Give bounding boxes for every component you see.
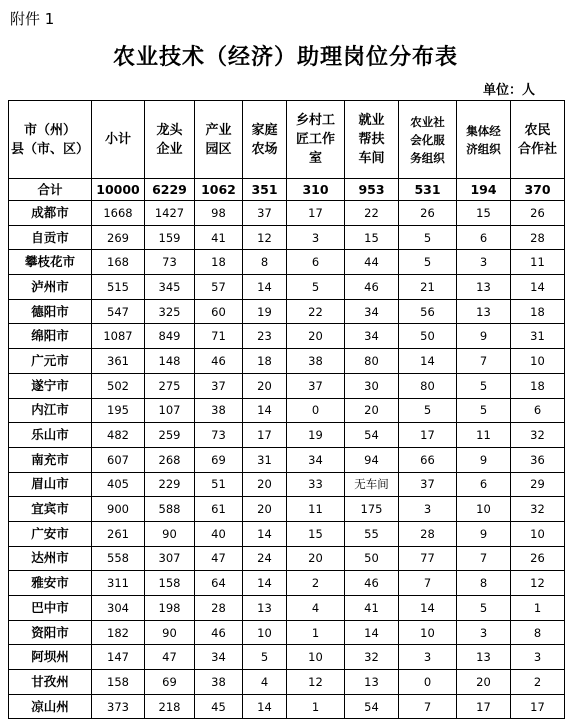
header-industrial-park: 产业 园区 <box>195 101 243 179</box>
table-cell: 46 <box>345 571 399 596</box>
table-cell: 5 <box>287 275 345 300</box>
header-family-farm: 家庭 农场 <box>243 101 287 179</box>
table-cell: 26 <box>399 201 457 226</box>
table-cell: 17 <box>511 694 565 719</box>
table-cell: 47 <box>145 645 195 670</box>
table-cell: 73 <box>145 250 195 275</box>
table-cell: 47 <box>195 546 243 571</box>
region-name: 资阳市 <box>9 620 92 645</box>
table-cell: 351 <box>243 179 287 201</box>
table-cell: 98 <box>195 201 243 226</box>
table-cell: 547 <box>92 299 145 324</box>
table-cell: 370 <box>511 179 565 201</box>
table-cell: 17 <box>457 694 511 719</box>
table-cell: 17 <box>243 423 287 448</box>
table-cell: 94 <box>345 447 399 472</box>
table-cell: 849 <box>145 324 195 349</box>
table-row <box>9 447 565 472</box>
table-cell: 38 <box>287 349 345 374</box>
table-cell: 13 <box>243 596 287 621</box>
table-cell: 31 <box>511 324 565 349</box>
table-cell: 18 <box>511 373 565 398</box>
header-craftsman-studio: 乡村工 匠工作 室 <box>287 101 345 179</box>
table-cell: 502 <box>92 373 145 398</box>
table-cell: 13 <box>457 645 511 670</box>
header-collective-economy: 集体经 济组织 <box>457 101 511 179</box>
table-cell: 175 <box>345 497 399 522</box>
table-cell: 45 <box>195 694 243 719</box>
table-cell: 66 <box>399 447 457 472</box>
table-cell: 56 <box>399 299 457 324</box>
table-cell: 46 <box>345 275 399 300</box>
table-cell: 90 <box>145 521 195 546</box>
region-name: 成都市 <box>9 201 92 226</box>
table-cell: 34 <box>195 645 243 670</box>
table-cell: 32 <box>511 497 565 522</box>
table-cell: 12 <box>511 571 565 596</box>
table-cell: 8 <box>511 620 565 645</box>
table-cell: 9 <box>457 447 511 472</box>
table-cell: 14 <box>243 571 287 596</box>
table-cell: 80 <box>399 373 457 398</box>
table-cell: 14 <box>243 521 287 546</box>
table-cell: 9 <box>457 324 511 349</box>
table-cell: 54 <box>345 694 399 719</box>
header-leading-enterprise: 龙头 企业 <box>145 101 195 179</box>
table-cell: 19 <box>287 423 345 448</box>
table-cell: 3 <box>287 225 345 250</box>
table-cell: 373 <box>92 694 145 719</box>
table-cell: 3 <box>399 645 457 670</box>
table-cell: 21 <box>399 275 457 300</box>
region-name: 雅安市 <box>9 571 92 596</box>
table-cell: 73 <box>195 423 243 448</box>
table-cell: 55 <box>345 521 399 546</box>
table-cell: 11 <box>511 250 565 275</box>
table-row <box>9 571 565 596</box>
table-cell: 10 <box>243 620 287 645</box>
table-cell: 18 <box>511 299 565 324</box>
distribution-table <box>8 100 565 719</box>
attachment-label: 附件 1 <box>10 10 55 28</box>
table-cell: 218 <box>145 694 195 719</box>
table-cell: 4 <box>287 596 345 621</box>
table-cell: 51 <box>195 472 243 497</box>
region-name: 内江市 <box>9 398 92 423</box>
table-cell: 46 <box>195 349 243 374</box>
table-cell: 11 <box>287 497 345 522</box>
header-subtotal: 小计 <box>92 101 145 179</box>
table-cell: 41 <box>345 596 399 621</box>
table-cell: 30 <box>345 373 399 398</box>
region-name: 乐山市 <box>9 423 92 448</box>
table-cell: 229 <box>145 472 195 497</box>
table-cell: 2 <box>511 670 565 695</box>
table-cell: 15 <box>345 225 399 250</box>
table-cell: 310 <box>287 179 345 201</box>
header-service-org: 农业社 会化服 务组织 <box>399 101 457 179</box>
table-cell: 269 <box>92 225 145 250</box>
region-name: 眉山市 <box>9 472 92 497</box>
table-cell: 275 <box>145 373 195 398</box>
header-cooperative: 农民 合作社 <box>511 101 565 179</box>
table-cell: 311 <box>92 571 145 596</box>
table-cell: 7 <box>457 349 511 374</box>
table-cell: 607 <box>92 447 145 472</box>
table-cell: 23 <box>243 324 287 349</box>
table-cell: 15 <box>457 201 511 226</box>
table-row <box>9 546 565 571</box>
table-cell: 11 <box>457 423 511 448</box>
header-region: 市（州） 县（市、区） <box>9 101 92 179</box>
table-cell: 307 <box>145 546 195 571</box>
table-cell: 24 <box>243 546 287 571</box>
table-cell: 64 <box>195 571 243 596</box>
table-cell: 32 <box>511 423 565 448</box>
table-cell: 259 <box>145 423 195 448</box>
table-row <box>9 521 565 546</box>
table-cell: 14 <box>399 349 457 374</box>
table-cell: 28 <box>399 521 457 546</box>
table-cell: 6229 <box>145 179 195 201</box>
table-cell: 1 <box>511 596 565 621</box>
table-cell: 28 <box>511 225 565 250</box>
table-cell: 37 <box>195 373 243 398</box>
table-cell: 40 <box>195 521 243 546</box>
table-cell: 6 <box>457 472 511 497</box>
table-row <box>9 225 565 250</box>
table-row <box>9 645 565 670</box>
table-cell: 1062 <box>195 179 243 201</box>
table-cell: 304 <box>92 596 145 621</box>
region-name: 巴中市 <box>9 596 92 621</box>
table-row <box>9 398 565 423</box>
table-cell: 13 <box>457 299 511 324</box>
table-cell: 17 <box>399 423 457 448</box>
table-cell: 80 <box>345 349 399 374</box>
table-cell: 28 <box>195 596 243 621</box>
table-cell: 61 <box>195 497 243 522</box>
table-cell: 3 <box>457 250 511 275</box>
table-cell: 515 <box>92 275 145 300</box>
table-cell: 22 <box>287 299 345 324</box>
table-cell: 3 <box>399 497 457 522</box>
table-cell: 8 <box>243 250 287 275</box>
table-cell: 90 <box>145 620 195 645</box>
table-row <box>9 275 565 300</box>
table-cell: 1087 <box>92 324 145 349</box>
table-cell: 37 <box>243 201 287 226</box>
region-name: 南充市 <box>9 447 92 472</box>
region-name: 广元市 <box>9 349 92 374</box>
table-row <box>9 250 565 275</box>
table-cell: 20 <box>243 497 287 522</box>
table-cell: 10 <box>399 620 457 645</box>
region-name: 宜宾市 <box>9 497 92 522</box>
region-name: 德阳市 <box>9 299 92 324</box>
table-cell: 8 <box>457 571 511 596</box>
table-cell: 345 <box>145 275 195 300</box>
table-cell: 17 <box>287 201 345 226</box>
table-cell: 46 <box>195 620 243 645</box>
table-row <box>9 324 565 349</box>
table-cell: 7 <box>399 694 457 719</box>
table-cell: 1668 <box>92 201 145 226</box>
table-cell: 18 <box>195 250 243 275</box>
table-cell: 5 <box>457 596 511 621</box>
table-cell: 50 <box>399 324 457 349</box>
table-cell: 60 <box>195 299 243 324</box>
table-cell: 71 <box>195 324 243 349</box>
table-cell: 6 <box>287 250 345 275</box>
table-cell: 14 <box>243 398 287 423</box>
table-cell: 558 <box>92 546 145 571</box>
table-row <box>9 670 565 695</box>
table-cell: 5 <box>399 250 457 275</box>
table-cell: 20 <box>287 324 345 349</box>
table-cell: 13 <box>457 275 511 300</box>
table-cell: 10 <box>287 645 345 670</box>
table-cell: 14 <box>243 275 287 300</box>
table-cell: 15 <box>287 521 345 546</box>
table-cell: 12 <box>243 225 287 250</box>
table-cell: 20 <box>457 670 511 695</box>
table-row <box>9 596 565 621</box>
table-cell: 5 <box>457 398 511 423</box>
table-cell: 361 <box>92 349 145 374</box>
table-cell: 261 <box>92 521 145 546</box>
table-cell: 5 <box>243 645 287 670</box>
table-cell: 588 <box>145 497 195 522</box>
table-cell: 6 <box>457 225 511 250</box>
region-name: 自贡市 <box>9 225 92 250</box>
unit-label: 单位：人 <box>482 83 535 98</box>
table-row <box>9 299 565 324</box>
table-cell: 18 <box>243 349 287 374</box>
table-cell: 44 <box>345 250 399 275</box>
table-cell: 182 <box>92 620 145 645</box>
table-cell: 900 <box>92 497 145 522</box>
table-cell: 7 <box>457 546 511 571</box>
table-cell: 69 <box>195 447 243 472</box>
table-cell: 29 <box>511 472 565 497</box>
table-cell: 107 <box>145 398 195 423</box>
table-cell: 10 <box>457 497 511 522</box>
table-cell: 198 <box>145 596 195 621</box>
table-cell: 69 <box>145 670 195 695</box>
table-cell: 14 <box>399 596 457 621</box>
table-cell: 1 <box>287 694 345 719</box>
table-cell: 6 <box>511 398 565 423</box>
region-name: 广安市 <box>9 521 92 546</box>
table-cell: 34 <box>345 324 399 349</box>
table-cell: 147 <box>92 645 145 670</box>
table-row <box>9 349 565 374</box>
table-cell: 19 <box>243 299 287 324</box>
table-cell: 37 <box>399 472 457 497</box>
table-cell: 5 <box>399 398 457 423</box>
region-name: 凉山州 <box>9 694 92 719</box>
table-cell: 31 <box>243 447 287 472</box>
table-cell: 34 <box>287 447 345 472</box>
table-cell: 194 <box>457 179 511 201</box>
table-cell: 0 <box>287 398 345 423</box>
table-cell: 158 <box>145 571 195 596</box>
total-row <box>9 179 565 201</box>
table-cell: 34 <box>345 299 399 324</box>
table-cell: 268 <box>145 447 195 472</box>
region-name: 阿坝州 <box>9 645 92 670</box>
table-cell: 3 <box>457 620 511 645</box>
table-cell: 54 <box>345 423 399 448</box>
table-cell: 159 <box>145 225 195 250</box>
table-cell: 195 <box>92 398 145 423</box>
table-cell: 无车间 <box>345 472 399 497</box>
table-cell: 38 <box>195 398 243 423</box>
table-row <box>9 373 565 398</box>
table-cell: 953 <box>345 179 399 201</box>
region-name: 泸州市 <box>9 275 92 300</box>
table-cell: 14 <box>345 620 399 645</box>
table-row <box>9 620 565 645</box>
table-cell: 10 <box>511 521 565 546</box>
table-cell: 57 <box>195 275 243 300</box>
table-cell: 4 <box>243 670 287 695</box>
table-cell: 2 <box>287 571 345 596</box>
header-employment-workshop: 就业 帮扶 车间 <box>345 101 399 179</box>
table-row <box>9 423 565 448</box>
total-label: 合计 <box>9 179 92 201</box>
table-cell: 36 <box>511 447 565 472</box>
table-cell: 14 <box>511 275 565 300</box>
table-row <box>9 497 565 522</box>
table-row <box>9 694 565 719</box>
table-cell: 26 <box>511 546 565 571</box>
table-cell: 531 <box>399 179 457 201</box>
table-cell: 5 <box>399 225 457 250</box>
table-cell: 20 <box>243 373 287 398</box>
table-cell: 26 <box>511 201 565 226</box>
table-cell: 32 <box>345 645 399 670</box>
table-cell: 50 <box>345 546 399 571</box>
table-cell: 14 <box>243 694 287 719</box>
table-cell: 37 <box>287 373 345 398</box>
table-cell: 20 <box>287 546 345 571</box>
table-cell: 1427 <box>145 201 195 226</box>
table-cell: 148 <box>145 349 195 374</box>
table-cell: 325 <box>145 299 195 324</box>
region-name: 绵阳市 <box>9 324 92 349</box>
table-cell: 482 <box>92 423 145 448</box>
table-cell: 1 <box>287 620 345 645</box>
table-row <box>9 472 565 497</box>
region-name: 达州市 <box>9 546 92 571</box>
table-cell: 168 <box>92 250 145 275</box>
table-cell: 12 <box>287 670 345 695</box>
table-cell: 38 <box>195 670 243 695</box>
region-name: 遂宁市 <box>9 373 92 398</box>
table-cell: 20 <box>243 472 287 497</box>
table-row <box>9 201 565 226</box>
table-cell: 20 <box>345 398 399 423</box>
table-cell: 5 <box>457 373 511 398</box>
table-cell: 10000 <box>92 179 145 201</box>
table-cell: 10 <box>511 349 565 374</box>
table-cell: 9 <box>457 521 511 546</box>
region-name: 攀枝花市 <box>9 250 92 275</box>
table-cell: 77 <box>399 546 457 571</box>
table-cell: 3 <box>511 645 565 670</box>
table-cell: 33 <box>287 472 345 497</box>
table-cell: 13 <box>345 670 399 695</box>
table-cell: 405 <box>92 472 145 497</box>
table-cell: 7 <box>399 571 457 596</box>
table-cell: 158 <box>92 670 145 695</box>
table-cell: 22 <box>345 201 399 226</box>
table-header-row <box>9 101 565 179</box>
region-name: 甘孜州 <box>9 670 92 695</box>
page-title: 农业技术（经济）助理岗位分布表 <box>112 45 458 70</box>
table-cell: 41 <box>195 225 243 250</box>
table-cell: 0 <box>399 670 457 695</box>
